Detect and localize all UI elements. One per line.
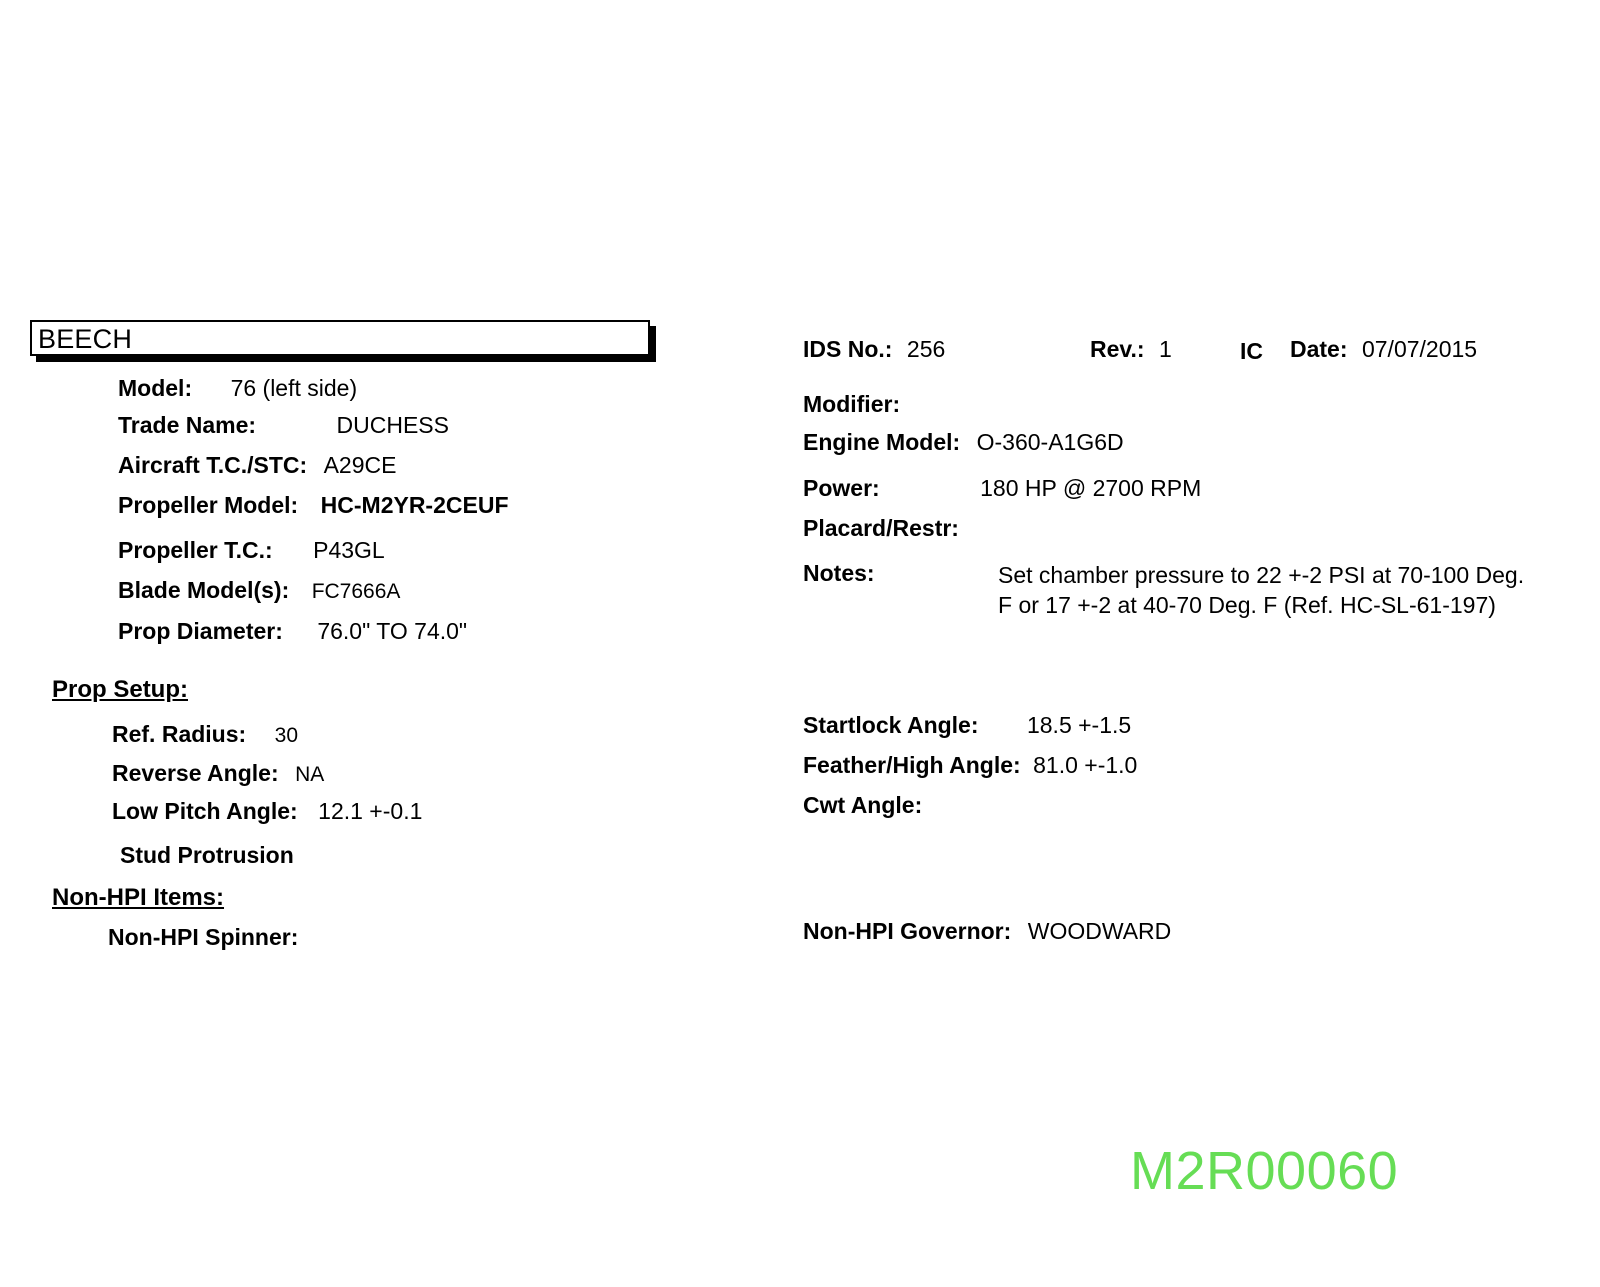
- field-modifier-label: Modifier:: [803, 391, 901, 417]
- field-reverse-angle-label: Reverse Angle:: [112, 760, 279, 786]
- header-ids-no-value: 256: [906, 336, 946, 362]
- field-propeller-model-value: HC-M2YR-2CEUF: [320, 492, 509, 518]
- field-aircraft-tc-stc-label: Aircraft T.C./STC:: [118, 452, 308, 478]
- field-ref-radius-value: 30: [274, 724, 298, 747]
- field-trade-name: [118, 412, 449, 438]
- field-ref-radius-label: Ref. Radius:: [112, 721, 247, 747]
- section-prop-setup-heading: Prop Setup:: [52, 676, 188, 703]
- field-stud-protrusion-label: Stud Protrusion: [120, 842, 294, 868]
- field-notes-label: Notes:: [803, 560, 875, 586]
- header-date-label: Date:: [1290, 336, 1348, 362]
- field-low-pitch-angle: [112, 798, 422, 824]
- field-ref-radius: [112, 721, 298, 748]
- field-engine-model-value: O-360-A1G6D: [976, 429, 1124, 455]
- field-power-label: Power:: [803, 475, 880, 501]
- field-power-value: 180 HP @ 2700 RPM: [980, 475, 1202, 501]
- field-reverse-angle-value: NA: [295, 763, 325, 786]
- header-date-value: 07/07/2015: [1361, 336, 1478, 362]
- field-blade-models-label: Blade Model(s):: [118, 577, 290, 603]
- field-reverse-angle: [112, 760, 324, 787]
- field-non-hpi-governor-value: WOODWARD: [1027, 918, 1172, 944]
- field-trade-name-value: DUCHESS: [336, 412, 449, 438]
- header-rev: [1090, 336, 1172, 362]
- field-prop-diameter-label: Prop Diameter:: [118, 618, 283, 644]
- field-propeller-tc-label: Propeller T.C.:: [118, 537, 273, 563]
- field-model-value: 76 (left side): [230, 375, 358, 401]
- field-engine-model-label: Engine Model:: [803, 429, 961, 455]
- field-power: [803, 475, 1201, 501]
- field-blade-models-value: FC7666A: [311, 580, 401, 603]
- field-cwt-angle: [803, 792, 934, 818]
- header-ic-label: IC: [1240, 338, 1263, 364]
- field-placard-restr: [803, 515, 971, 541]
- header-rev-label: Rev.:: [1090, 336, 1145, 362]
- header-rev-value: 1: [1159, 336, 1172, 362]
- field-feather-high-angle-label: Feather/High Angle:: [803, 752, 1021, 778]
- field-non-hpi-governor: [803, 918, 1171, 944]
- field-propeller-model: [118, 492, 509, 518]
- field-modifier: [803, 391, 912, 417]
- field-low-pitch-angle-value: 12.1 +-0.1: [318, 798, 423, 824]
- field-non-hpi-spinner: [108, 924, 310, 950]
- field-startlock-angle: [803, 712, 1131, 738]
- field-notes-value: Set chamber pressure to 22 +-2 PSI at 70-100 Deg. F or 17 +-2 at 40-70 Deg. F (Ref. HC-SL-61-197): [998, 562, 1525, 618]
- field-propeller-tc: [118, 537, 385, 563]
- field-aircraft-tc-stc-value: A29CE: [323, 452, 397, 478]
- field-non-hpi-governor-label: Non-HPI Governor:: [803, 918, 1012, 944]
- section-non-hpi-items-heading: Non-HPI Items:: [52, 884, 225, 911]
- header-ic: [1240, 338, 1263, 364]
- field-startlock-angle-label: Startlock Angle:: [803, 712, 979, 738]
- field-cwt-angle-label: Cwt Angle:: [803, 792, 923, 818]
- field-stud-protrusion: [120, 842, 306, 868]
- field-feather-high-angle: [803, 752, 1137, 778]
- field-feather-high-angle-value: 81.0 +-1.0: [1033, 752, 1138, 778]
- page-title: BEECH: [38, 324, 133, 354]
- field-trade-name-label: Trade Name:: [118, 412, 257, 438]
- header-ids-no: [803, 336, 945, 362]
- field-startlock-angle-value: 18.5 +-1.5: [1026, 712, 1132, 738]
- field-aircraft-tc-stc: [118, 452, 396, 478]
- field-notes-label-wrap: [803, 560, 875, 586]
- field-prop-diameter-value: 76.0" TO 74.0": [317, 618, 468, 644]
- aircraft-make-banner: [30, 320, 650, 356]
- document-id-watermark: M2R00060: [1130, 1141, 1399, 1201]
- header-ids-no-label: IDS No.:: [803, 336, 893, 362]
- field-model: [118, 375, 357, 401]
- field-blade-models: [118, 577, 400, 604]
- field-model-label: Model:: [118, 375, 193, 401]
- field-engine-model: [803, 429, 1124, 455]
- field-propeller-tc-value: P43GL: [313, 537, 385, 563]
- field-non-hpi-spinner-label: Non-HPI Spinner:: [108, 924, 299, 950]
- field-propeller-model-label: Propeller Model:: [118, 492, 299, 518]
- field-placard-restr-label: Placard/Restr:: [803, 515, 959, 541]
- field-prop-diameter: [118, 618, 467, 644]
- field-low-pitch-angle-label: Low Pitch Angle:: [112, 798, 298, 824]
- header-date: [1290, 336, 1477, 362]
